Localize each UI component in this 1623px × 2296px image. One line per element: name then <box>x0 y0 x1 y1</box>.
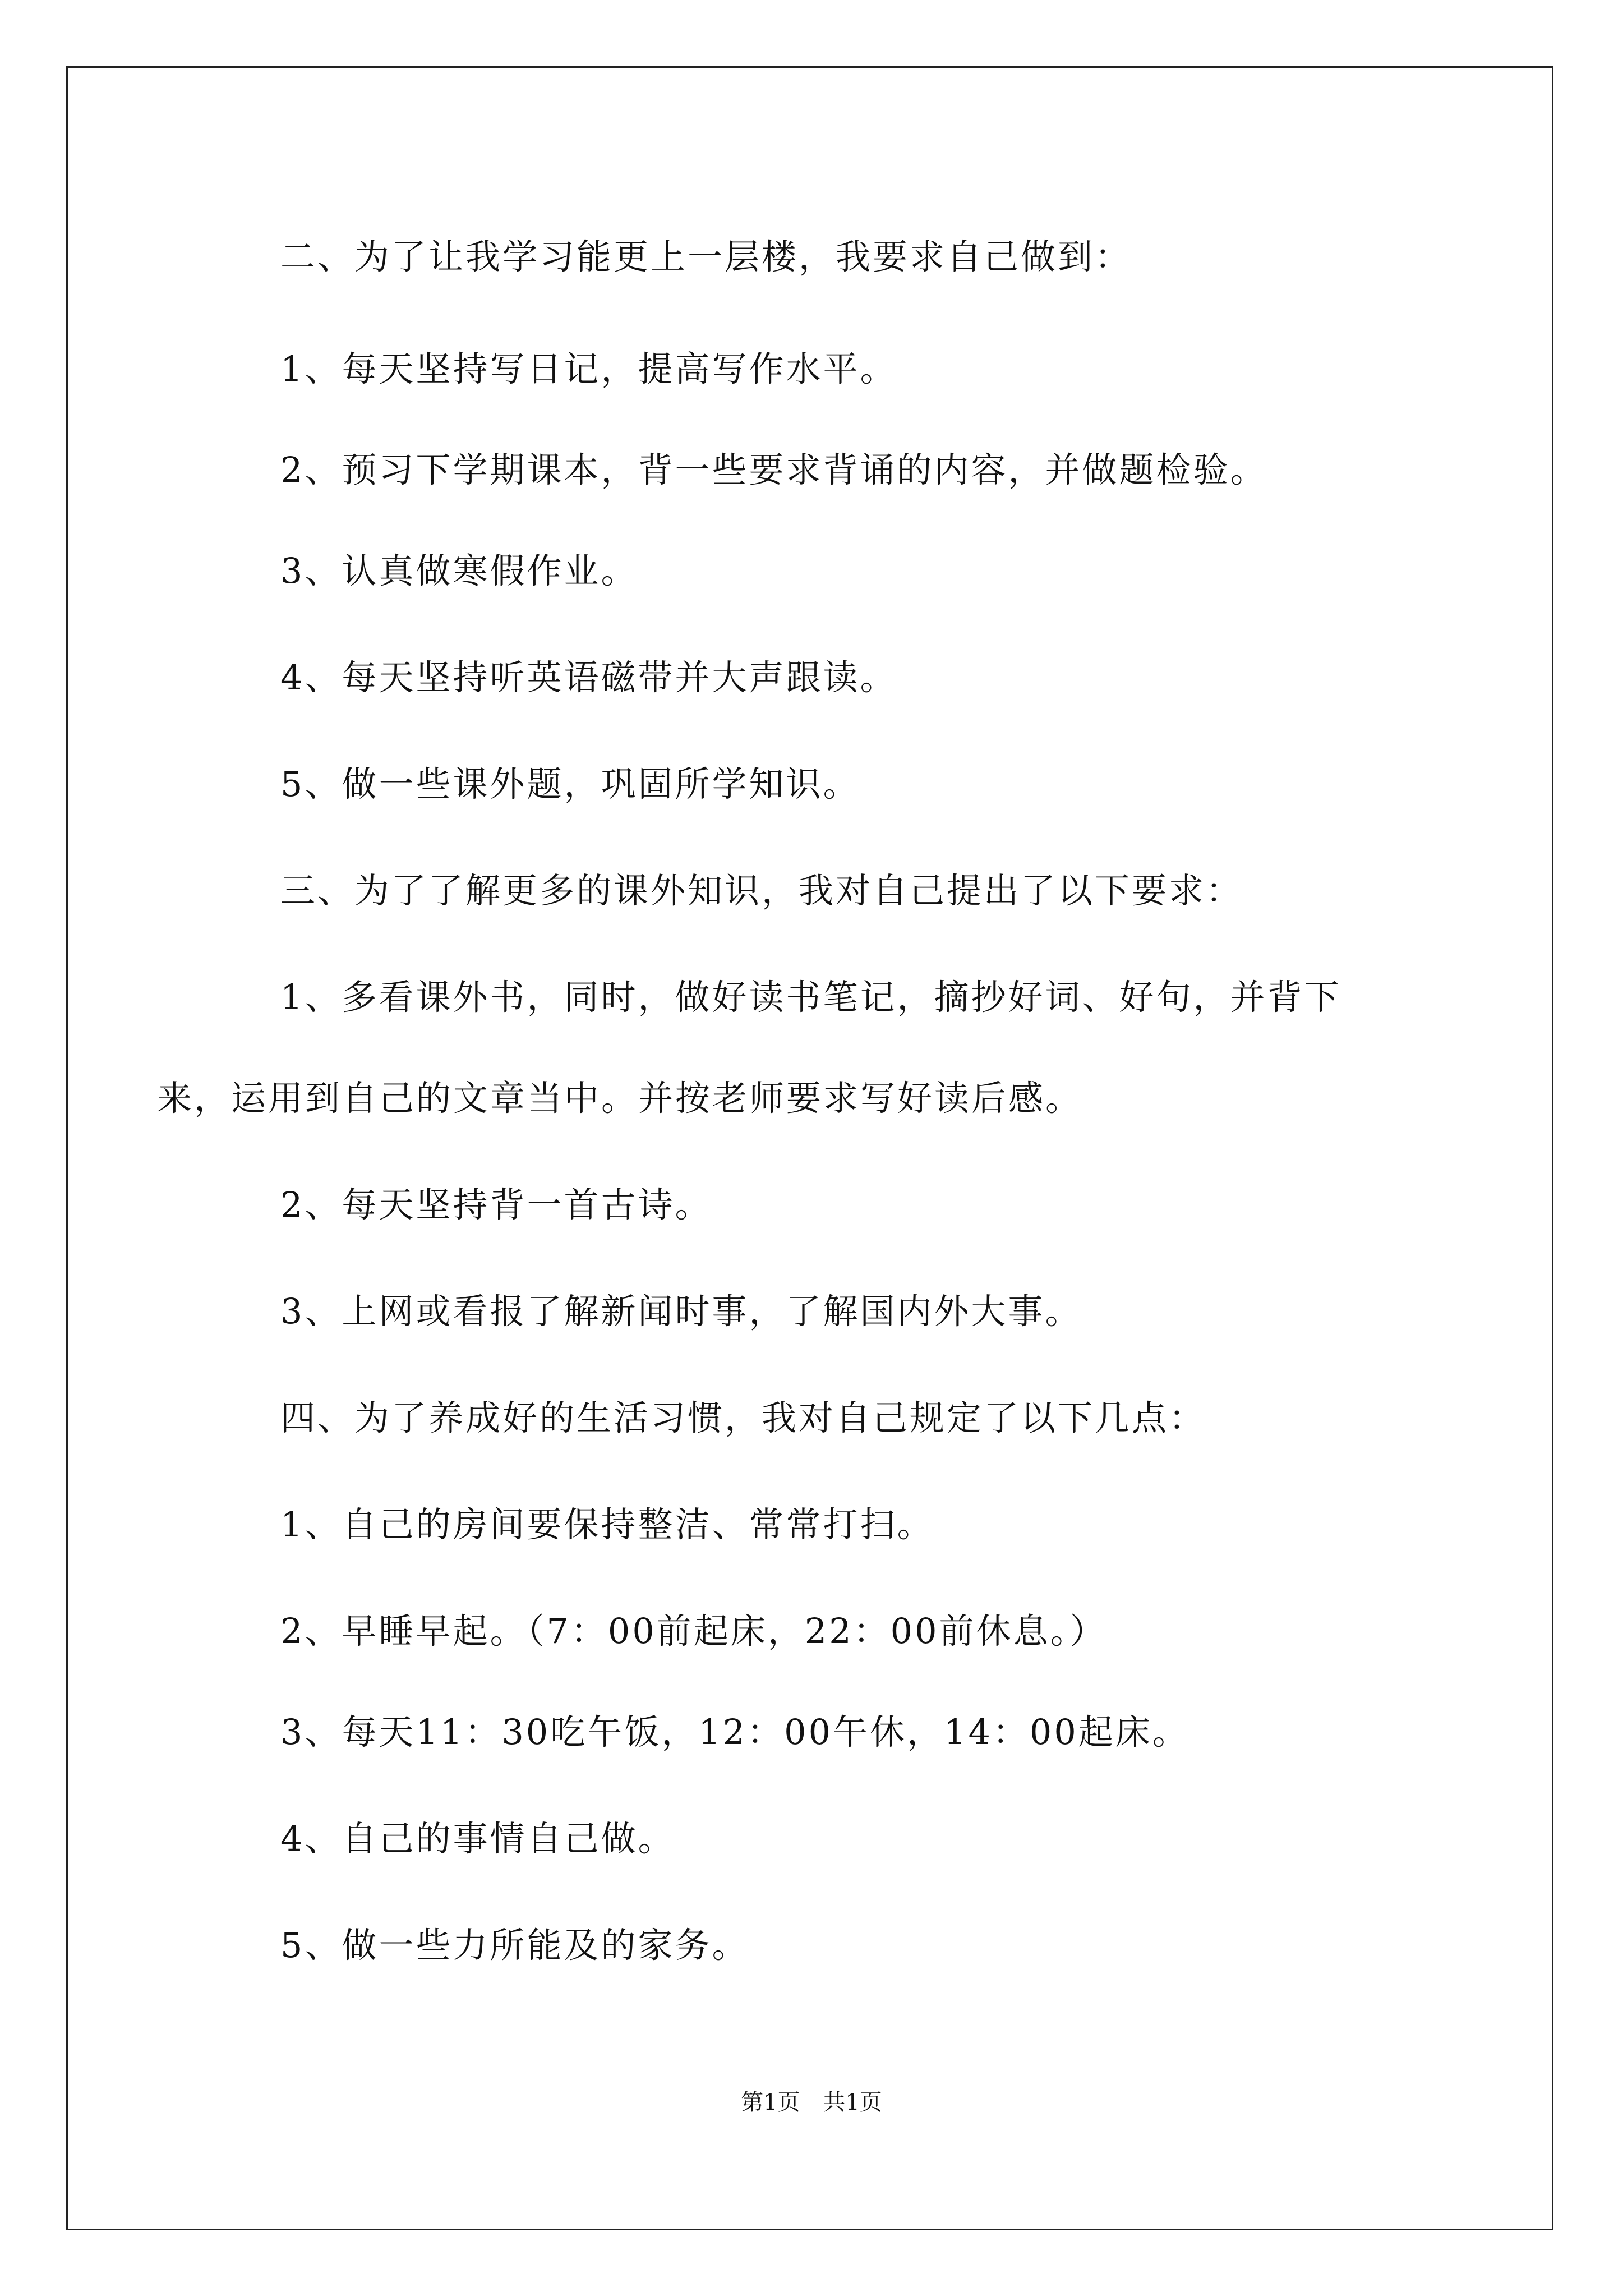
section-heading-4: 四、为了养成好的生活习惯，我对自己规定了以下几点： <box>280 1397 1206 1438</box>
list-item: 3、上网或看报了解新闻时事，了解国内外大事。 <box>280 1291 1082 1332</box>
page-footer <box>0 2087 1623 2118</box>
list-item: 5、做一些课外题，巩固所学知识。 <box>280 763 860 804</box>
list-item: 5、做一些力所能及的家务。 <box>280 1925 749 1966</box>
list-item-continuation: 来，运用到自己的文章当中。并按老师要求写好读后感。 <box>157 1078 1083 1119</box>
list-item: 2、早睡早起。（7：00前起床，22：00前休息。） <box>280 1611 1107 1651</box>
list-item: 2、每天坚持背一首古诗。 <box>280 1184 712 1225</box>
list-item: 3、认真做寒假作业。 <box>280 550 638 591</box>
list-item: 3、每天11：30吃午饭，12：00午休，14：00起床。 <box>280 1711 1189 1752</box>
list-item: 1、自己的房间要保持整洁、常常打扫。 <box>280 1504 934 1545</box>
list-item: 4、每天坚持听英语磁带并大声跟读。 <box>280 657 897 698</box>
list-item: 2、预习下学期课本，背一些要求背诵的内容，并做题检验。 <box>280 449 1267 490</box>
list-item: 1、多看课外书，同时，做好读书笔记，摘抄好词、好句，并背下 <box>280 977 1341 1018</box>
section-heading-2: 二、为了让我学习能更上一层楼，我要求自己做到： <box>280 236 1132 277</box>
page-number-total: 共1页 <box>823 2090 882 2115</box>
list-item: 4、自己的事情自己做。 <box>280 1818 675 1859</box>
list-item: 1、每天坚持写日记，提高写作水平。 <box>280 348 897 389</box>
section-heading-3: 三、为了了解更多的课外知识，我对自己提出了以下要求： <box>280 870 1243 911</box>
page-number-current: 第1页 <box>741 2090 800 2115</box>
